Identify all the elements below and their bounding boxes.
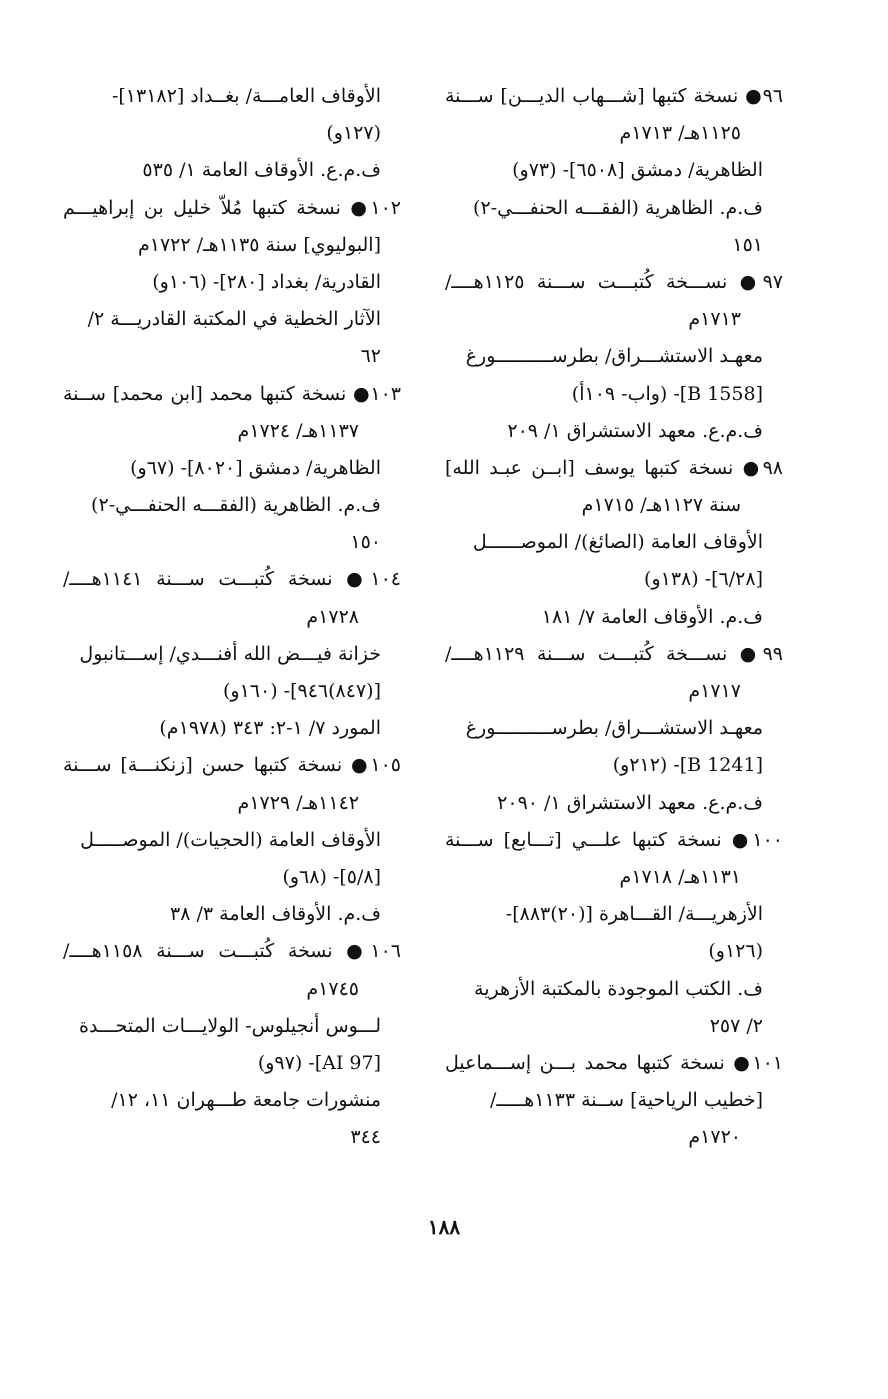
text-line: ٩٨● نسخة كتبها يوسف [ابــن عبـد الله]: [445, 456, 783, 479]
text-line: ف.م. الأوقاف العامة ٧/ ١٨١: [541, 605, 763, 628]
text-line: ١٥١: [732, 233, 763, 256]
text-line: (١٢٧و): [326, 122, 381, 145]
text-line: ف.م. الأوقاف العامة ٣/ ٣٨: [170, 903, 381, 926]
text-line: منشورات جامعة طـــهران ١١، ١٢/: [111, 1089, 381, 1112]
text-line: [B 1241]- (٢١٢و): [612, 754, 763, 777]
text-line: ف.م.ع. الأوقاف العامة ١/ ٥٣٥: [142, 159, 381, 182]
text-line: ٩٦● نسخة كتبها [شـــهاب الديـــن] ســـنة: [445, 85, 783, 107]
text-line: ١١٣١هـ/ ١٧١٨م: [619, 865, 741, 888]
text-line: ١٧٢٠م: [688, 1126, 741, 1149]
text-line: لـــوس أنجيلوس- الولايـــات المتحـــدة: [79, 1014, 381, 1037]
left-column: [63, 78, 401, 1156]
text-line: ٩٩● نســـخة كُتبـــت ســـنة ١١٢٩هــــ/: [445, 642, 783, 665]
text-line: ١٠٥● نسخة كتبها حسن [زنكنـــة] ســـنة: [63, 754, 401, 777]
text-line: [B 1558]- (واب- ١٠٩أ): [571, 382, 763, 405]
text-line: معهـد الاستشـــراق/ بطرســــــــــورغ: [465, 717, 763, 740]
text-line: ٦٢: [360, 345, 381, 368]
right-column: [445, 78, 783, 1156]
text-line: ف.م.ع. معهد الاستشراق ١/ ٢٠٩: [507, 419, 763, 442]
text-line: ١٧٤٥م: [306, 977, 359, 1000]
text-line: ١٠٣● نسخة كتبها محمد [ابن محمد] ســنة: [63, 382, 401, 405]
text-line: الآثار الخطية في المكتبة القادريـــة ٢/: [87, 308, 381, 331]
text-line: [AI 97]- (٩٧و): [257, 1051, 381, 1074]
text-line: [٥/٨]- (٦٨و): [282, 865, 381, 888]
text-line: الظاهرية/ دمشق [٨٠٢٠]- (٦٧و): [130, 456, 381, 479]
text-line: ١٠١● نسخة كتبها محمد بـــن إســـماعيل: [445, 1051, 783, 1074]
text-line: ١٠٠● نسخة كتبها علـــي [تـــابع] ســـنة: [445, 828, 783, 851]
text-line: خزانة فيـــض الله أفنـــدي/ إســـتانبول: [79, 642, 381, 665]
text-line: القادرية/ بغداد [٢٨٠]- (١٠٦و): [152, 270, 381, 293]
text-line: ف.م. الظاهرية (الفقـــه الحنفـــي-٢): [473, 196, 763, 219]
text-line: الظاهرية/ دمشق [٦٥٠٨]- (٧٣و): [512, 159, 763, 182]
text-line: ٣٤٤: [350, 1126, 381, 1149]
text-line: ف.م. الظاهرية (الفقـــه الحنفـــي-٢): [91, 494, 381, 517]
text-line: [البوليوي] سنة ١١٣٥هـ/ ١٧٢٢م: [137, 233, 381, 256]
text-line: الأزهريـــة/ القـــاهرة [(٢٠)٨٨٣]-: [505, 903, 763, 926]
text-line: سنة ١١٢٧هـ/ ١٧١٥م: [581, 494, 741, 517]
text-line: الأوقاف العامـــة/ بغــداد [١٣١٨٢]-: [111, 85, 381, 107]
text-line: [٦/٢٨]- (١٣٨و): [644, 568, 763, 591]
text-line: ف. الكتب الموجودة بالمكتبة الأزهرية: [474, 977, 763, 1000]
text-line: [(٨٤٧)٩٤٦]- (١٦٠و): [222, 680, 381, 702]
text-line: ١٠٤● نسخة كُتبـــت ســـنة ١١٤١هــــ/: [63, 568, 401, 591]
text-line: ١٧١٧م: [688, 680, 741, 702]
text-line: ١٠٢● نسخة كتبها مُلاّ خليل بن إبراهيـــم: [63, 196, 401, 219]
text-line: (١٢٦و): [708, 940, 763, 963]
text-line: الأوقاف العامة (الصائغ)/ الموصــــــل: [472, 531, 763, 554]
text-line: ١١٤٢هـ/ ١٧٢٩م: [237, 791, 359, 814]
text-line: ١١٢٥هـ/ ١٧١٣م: [619, 122, 741, 145]
page-number: ١٨٨: [427, 1215, 461, 1239]
text-line: ١٧١٣م: [688, 308, 741, 331]
text-line: المورد ٧/ ١-٢: ٣٤٣ (١٩٧٨م): [159, 717, 381, 740]
text-line: ١٧٢٨م: [306, 605, 359, 628]
text-line: ف.م.ع. معهد الاستشراق ١/ ٢٠٩٠: [497, 791, 763, 814]
text-line: ١٥٠: [350, 531, 381, 554]
text-line: ٢/ ٢٥٧: [709, 1014, 763, 1037]
text-line: ٩٧● نســـخة كُتبـــت ســـنة ١١٢٥هــــ/: [445, 270, 783, 293]
text-line: معهـد الاستشـــراق/ بطرســــــــــورغ: [465, 345, 763, 368]
text-line: ١١٣٧هـ/ ١٧٢٤م: [237, 419, 359, 442]
text-line: [خطيب الرياحية] ســنة ١١٣٣هـــــ/: [489, 1089, 763, 1112]
text-line: الأوقاف العامة (الحجيات)/ الموصـــــل: [80, 828, 381, 851]
text-line: ١٠٦● نسخة كُتبـــت ســـنة ١١٥٨هــــ/: [63, 940, 401, 963]
